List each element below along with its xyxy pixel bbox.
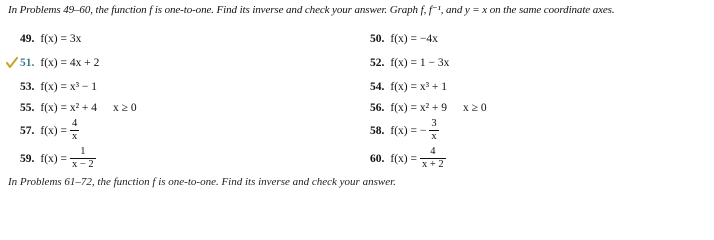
problem-number: 59. [20,152,35,165]
problem-lhs: f(x) = [390,33,417,45]
problem-number: 57. [20,124,35,137]
problem-55 [20,102,137,114]
problem-lhs: f(x) = [40,57,67,69]
problem-number: 53. [20,81,35,93]
problem-number: 49. [20,33,35,45]
fraction-denominator: x − 2 [71,159,94,170]
problem-rhs: 1 − 3x [419,57,450,69]
problem-rhs: x³ + 1 [419,81,448,93]
problem-52 [370,57,449,69]
problem-condition: x ≥ 0 [463,102,487,114]
problem-57 [20,118,82,143]
problem-condition: x ≥ 0 [113,102,137,114]
problem-lhs: f(x) = [390,102,417,114]
problem-number: 60. [370,152,385,165]
fraction [70,118,79,143]
problem-rhs: 3x [69,33,82,45]
problem-lhs: f(x) = [390,124,417,137]
fraction-denominator: x [71,131,78,142]
problem-number: 56. [370,102,385,114]
problem-lhs: f(x) = [40,124,67,137]
problem-60 [370,146,449,171]
checkmark-icon [6,57,18,69]
problem-50 [370,33,438,45]
problem-49 [20,33,81,45]
problem-sign: − [419,124,427,137]
problem-number: 58. [370,124,385,137]
problem-51 [20,57,99,69]
problem-number: 54. [370,81,385,93]
fraction-numerator: 4 [71,118,78,129]
problem-number: 52. [370,57,385,69]
problem-lhs: f(x) = [390,57,417,69]
problem-rhs: x³ − 1 [69,81,98,93]
problem-59 [20,146,99,171]
problem-lhs: f(x) = [40,102,67,114]
next-instructions-fragment: In Problems 61–72, the function f is one-to-one. Find its inverse and check your answer. [8,176,396,188]
problem-rhs: 4x + 2 [69,57,100,69]
problem-number: 55. [20,102,35,114]
instructions: In Problems 49–60, the function f is one-to-one. Find its inverse and check your answer. Graph f, f⁻¹, and y = x on the same coordinate axes. [8,4,615,16]
fraction [420,146,446,171]
fraction-numerator: 3 [431,118,437,129]
fraction [70,146,96,171]
problem-lhs: f(x) = [390,81,417,93]
problem-lhs: f(x) = [40,152,67,165]
problem-53 [20,81,97,93]
problem-lhs: f(x) = [390,152,417,165]
fraction [429,118,438,143]
problem-rhs: −4x [419,33,438,45]
fraction-numerator: 1 [80,146,86,157]
problem-number: 51. [20,57,35,69]
problem-54 [370,81,447,93]
fraction-denominator: x [431,131,437,142]
problem-lhs: f(x) = [40,81,67,93]
problem-number: 50. [370,33,385,45]
fraction-denominator: x + 2 [421,159,444,170]
fraction-numerator: 4 [430,146,436,157]
problem-56 [370,102,487,114]
problem-rhs: x² + 4 [69,102,98,114]
problem-rhs: x² + 9 [419,102,448,114]
problem-58 [370,118,442,143]
problem-lhs: f(x) = [40,33,67,45]
